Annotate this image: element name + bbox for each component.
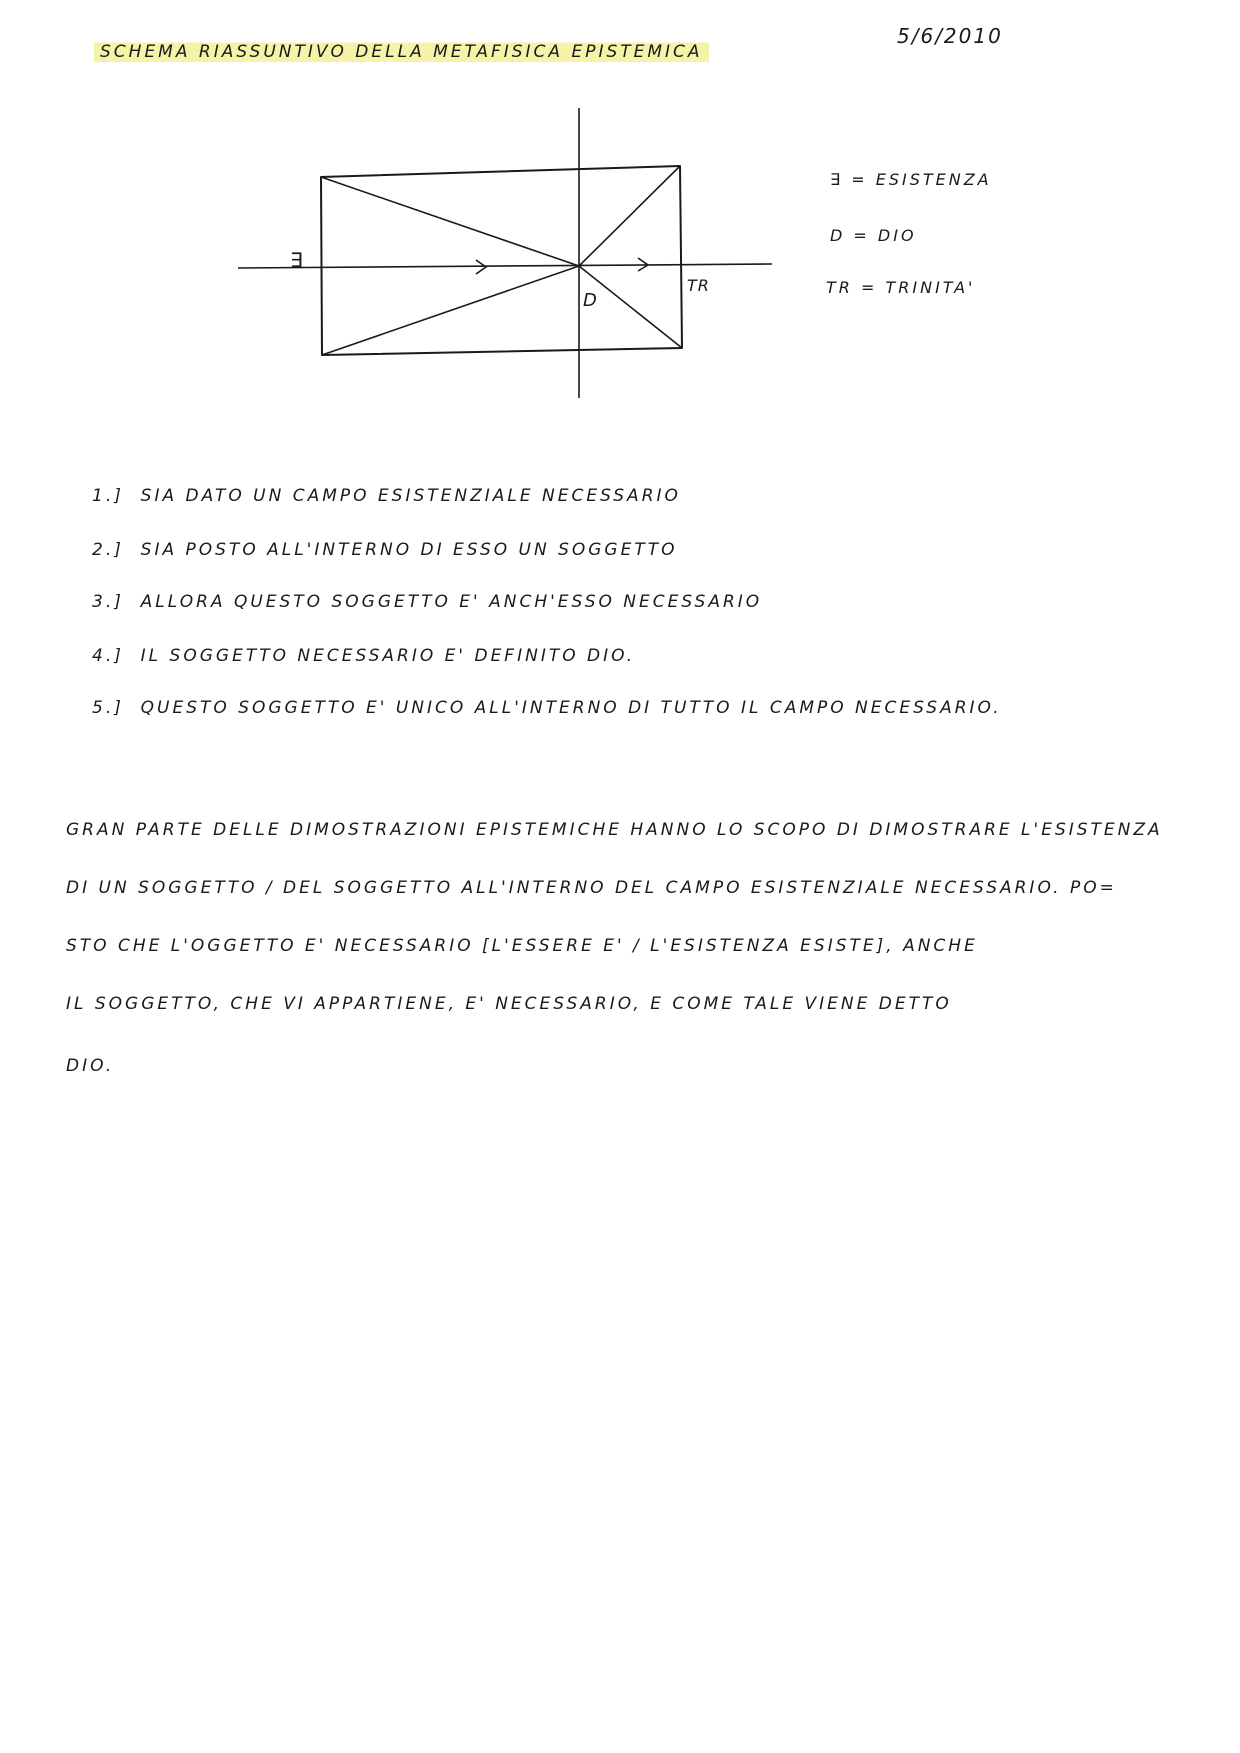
date-stamp: 5/6/2010: [897, 24, 1003, 48]
existential-field-rect: [321, 166, 682, 355]
step-text: IL SOGGETTO NECESSARIO E' DEFINITO DIO.: [140, 646, 636, 666]
horizontal-axis: [238, 264, 772, 268]
legend-item: [830, 170, 992, 189]
step-number: 2.]: [92, 540, 124, 560]
diagonal-top-left: [321, 177, 579, 266]
metaphysics-diagram: [220, 100, 780, 410]
list-item: [92, 592, 762, 612]
step-text: ALLORA QUESTO SOGGETTO E' ANCH'ESSO NECESSARIO: [140, 592, 763, 612]
list-item: [92, 698, 1002, 718]
step-text: SIA DATO UN CAMPO ESISTENZIALE NECESSARIO: [140, 486, 681, 506]
paragraph-line: IL SOGGETTO, CHE VI APPARTIENE, E' NECESSARIO, E COME TALE VIENE DETTO: [66, 994, 952, 1014]
page-title: SCHEMA RIASSUNTIVO DELLA METAFISICA EPISTEMICA: [94, 40, 709, 64]
step-number: 1.]: [92, 486, 124, 506]
legend-item: [830, 226, 917, 245]
legend-symbol: TR: [826, 278, 853, 297]
existence-label: ∃: [290, 248, 304, 272]
legend-item: [826, 278, 975, 297]
legend-symbol: ∃: [830, 170, 844, 189]
paragraph-line: STO CHE L'OGGETTO E' NECESSARIO [L'ESSERE E' / L'ESISTENZA ESISTE], ANCHE: [66, 936, 978, 956]
paragraph-line: DI UN SOGGETTO / DEL SOGGETTO ALL'INTERNO DEL CAMPO ESISTENZIALE NECESSARIO. PO=: [66, 878, 1117, 898]
legend-meaning: TRINITA': [885, 278, 976, 297]
trinity-label: TR: [687, 276, 710, 295]
step-number: 4.]: [92, 646, 124, 666]
paragraph-line: GRAN PARTE DELLE DIMOSTRAZIONI EPISTEMICHE HANNO LO SCOPO DI DIMOSTRARE L'ESISTENZA: [66, 820, 1163, 840]
equals-sign: =: [853, 226, 878, 245]
list-item: [92, 486, 681, 506]
step-text: SIA POSTO ALL'INTERNO DI ESSO UN SOGGETTO: [140, 540, 678, 560]
legend-meaning: DIO: [877, 226, 917, 245]
equals-sign: =: [860, 278, 886, 297]
paragraph-line: DIO.: [66, 1056, 115, 1076]
step-number: 3.]: [92, 592, 124, 612]
diagonal-top-right: [579, 166, 680, 266]
diagonal-bottom-left: [322, 266, 579, 355]
list-item: [92, 540, 678, 560]
legend-meaning: ESISTENZA: [875, 170, 992, 189]
equals-sign: =: [851, 170, 876, 189]
step-number: 5.]: [92, 698, 124, 718]
god-label: D: [583, 290, 598, 311]
list-item: [92, 646, 635, 666]
legend-symbol: D: [830, 226, 846, 245]
step-text: QUESTO SOGGETTO E' UNICO ALL'INTERNO DI TUTTO IL CAMPO NECESSARIO.: [140, 698, 1002, 718]
